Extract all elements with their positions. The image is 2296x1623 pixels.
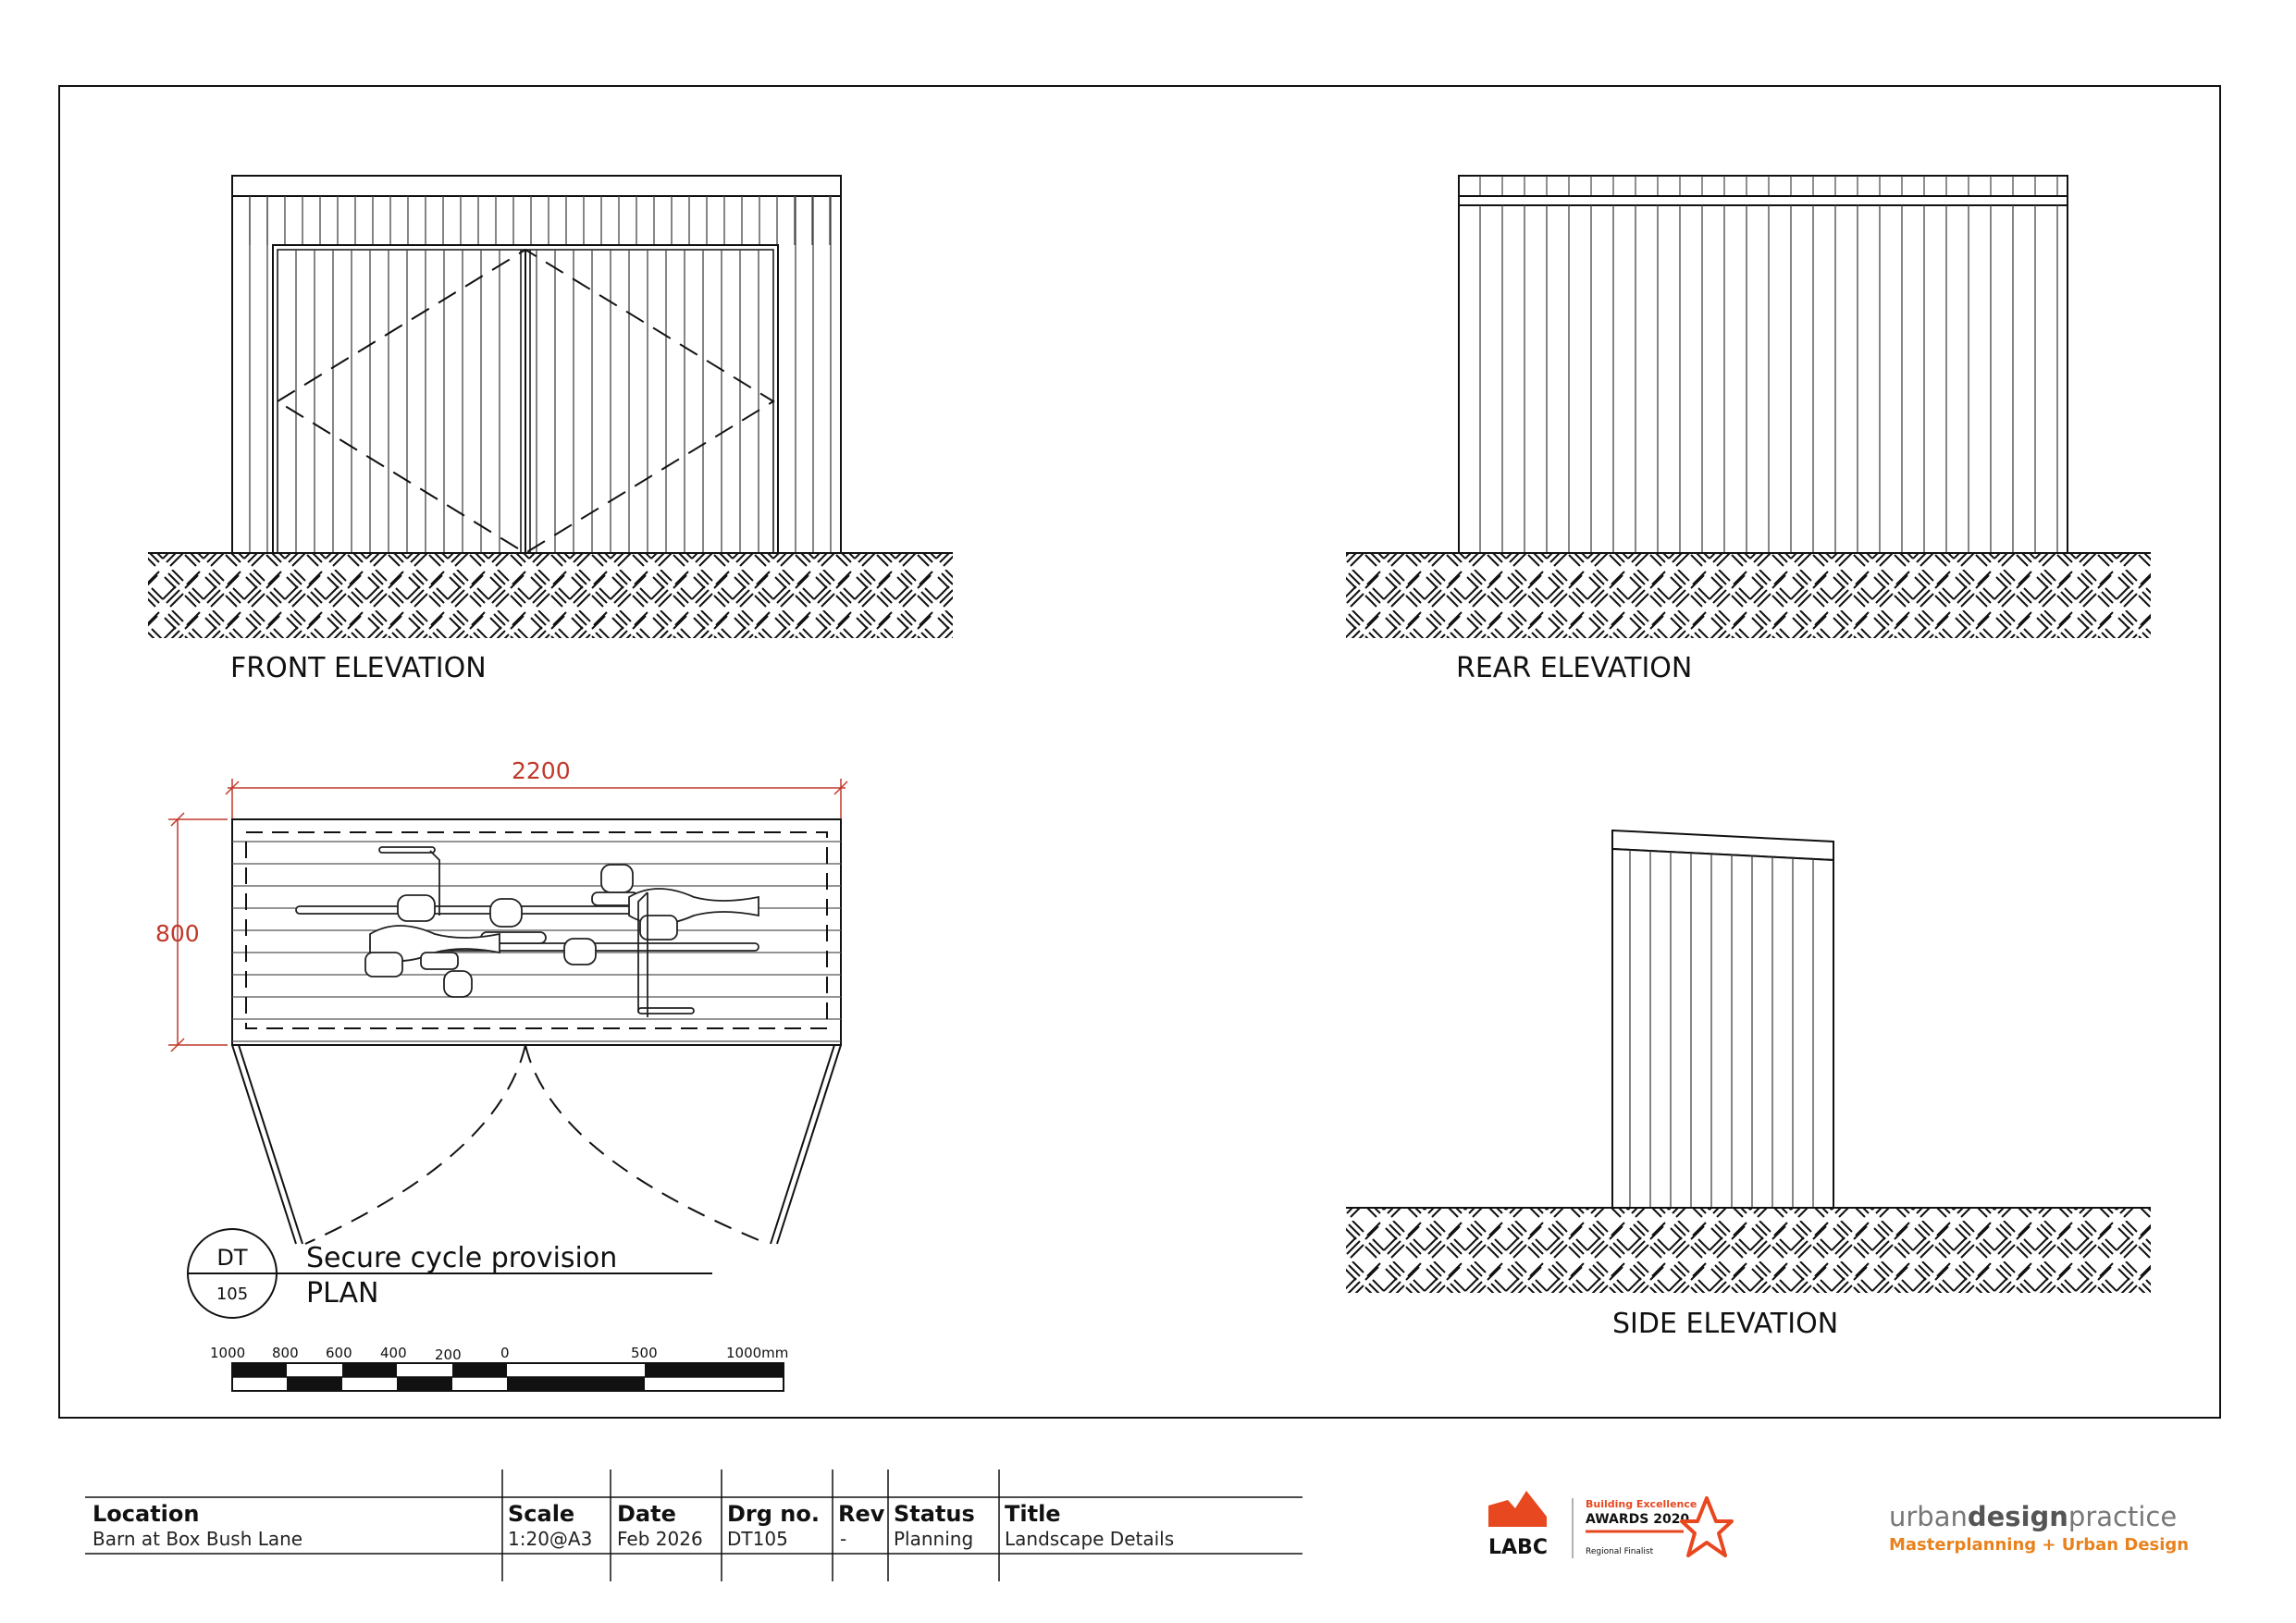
rear-elevation-label: REAR ELEVATION (1456, 652, 1693, 684)
scale-label-400: 400 (380, 1345, 407, 1361)
side-elevation (1346, 830, 2151, 1340)
detail-subtitle: PLAN (306, 1277, 379, 1309)
plan-dimension-width: 2200 (512, 757, 571, 784)
company-tagline: Masterplanning + Urban Design (1889, 1535, 2190, 1555)
company-name-part2: design (1967, 1501, 2068, 1532)
front-elevation-label: FRONT ELEVATION (230, 652, 487, 684)
labc-line1: Building Excellence (1586, 1498, 1697, 1510)
detail-title: Secure cycle provision (306, 1242, 618, 1274)
date-value: Feb 2026 (617, 1528, 703, 1550)
scale-label-0: 0 (500, 1345, 510, 1361)
labc-line3: Regional Finalist (1586, 1547, 1654, 1556)
revision-label: Rev (838, 1501, 885, 1527)
plan-dimension-depth: 800 (155, 920, 200, 947)
detail-ref-top: DT (216, 1245, 248, 1271)
revision-value: - (840, 1528, 847, 1550)
scale-label-500: 500 (631, 1345, 658, 1361)
labc-awards-logo (1488, 1491, 1732, 1559)
labc-brand: LABC (1488, 1536, 1548, 1559)
cycle-store-plan (155, 757, 847, 1318)
drawing-number-value: DT105 (727, 1528, 788, 1550)
title-block (85, 1469, 1302, 1581)
status-value: Planning (894, 1528, 974, 1550)
company-logo (1889, 1501, 2189, 1555)
detail-ref-bottom: 105 (216, 1285, 249, 1304)
svg-text:urbandesignpractice (1889, 1501, 2177, 1532)
rear-elevation (1346, 176, 2151, 684)
location-value: Barn at Box Bush Lane (93, 1528, 303, 1550)
scale-value: 1:20@A3 (508, 1528, 593, 1550)
side-elevation-label: SIDE ELEVATION (1612, 1308, 1839, 1340)
location-label: Location (93, 1501, 200, 1527)
scale-label-1000mm: 1000mm (726, 1345, 789, 1361)
labc-roof-icon (1488, 1491, 1547, 1527)
scale-label: Scale (508, 1501, 575, 1527)
company-name-part3: practice (2068, 1501, 2178, 1532)
title-value: Landscape Details (1005, 1528, 1175, 1550)
date-label: Date (617, 1501, 676, 1527)
scale-label-800: 800 (272, 1345, 299, 1361)
scale-label-200: 200 (435, 1346, 462, 1363)
scale-label-600: 600 (326, 1345, 352, 1361)
labc-line2: AWARDS 2020 (1586, 1512, 1690, 1527)
scale-bar (210, 1345, 788, 1391)
status-label: Status (894, 1501, 975, 1527)
front-elevation (148, 176, 953, 684)
drawing-number-label: Drg no. (727, 1501, 820, 1527)
company-name-part1: urban (1889, 1501, 1968, 1532)
title-label: Title (1005, 1501, 1061, 1527)
scale-label-1000: 1000 (210, 1345, 246, 1361)
